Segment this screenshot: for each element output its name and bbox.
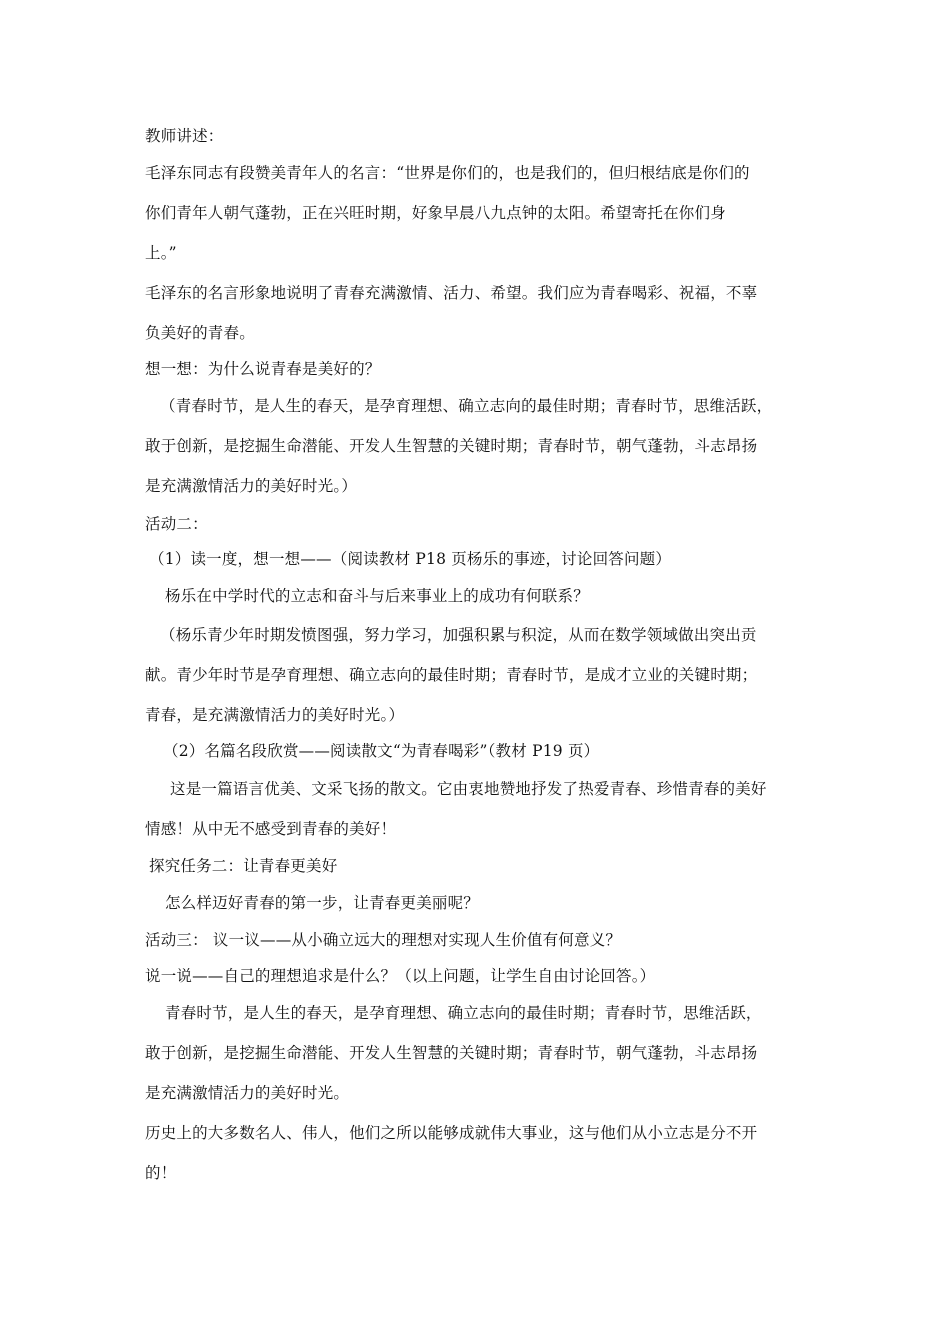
text-line: 怎么样迈好青春的第一步，让青春更美丽呢？ <box>165 894 480 912</box>
text-line: （青春时节，是人生的春天，是孕育理想、确立志向的最佳时期；青春时节，思维活跃， <box>160 397 773 415</box>
text-line: 这是一篇语言优美、文采飞扬的散文。它由衷地赞地抒发了热爱青春、珍惜青春的美好 <box>170 780 767 798</box>
text-line: 探究任务二：让青春更美好 <box>149 857 338 875</box>
text-line: 上。” <box>145 244 177 262</box>
text-line: 说一说——自己的理想追求是什么？（以上问题，让学生自由讨论回答。） <box>145 967 656 985</box>
text-line: （杨乐青少年时期发愤图强，努力学习，加强积累与积淀，从而在数学领域做出突出贡 <box>160 626 757 644</box>
text-line: 敢于创新，是挖掘生命潜能、开发人生智慧的关键时期；青春时节，朝气蓬勃，斗志昂扬 <box>145 437 758 455</box>
text-line: 敢于创新，是挖掘生命潜能、开发人生智慧的关键时期；青春时节，朝气蓬勃，斗志昂扬 <box>145 1044 758 1062</box>
text-line: 情感！从中无不感受到青春的美好！ <box>145 820 397 838</box>
text-line: 献。青少年时节是孕育理想、确立志向的最佳时期；青春时节，是成才立业的关键时期； <box>145 666 758 684</box>
text-line: （1）读一度，想一想——（阅读教材 P18 页杨乐的事迹，讨论回答问题） <box>149 550 672 568</box>
text-line: 是充满激情活力的美好时光。 <box>145 1084 350 1102</box>
text-line: 活动二： <box>145 515 208 533</box>
text-line: （2）名篇名段欣赏——阅读散文“为青春喝彩”（教材 P19 页） <box>163 742 600 760</box>
text-line: 青春，是充满激情活力的美好时光。） <box>145 706 405 724</box>
text-line: 是充满激情活力的美好时光。） <box>145 477 358 495</box>
text-line: 毛泽东的名言形象地说明了青春充满激情、活力、希望。我们应为青春喝彩、祝福，不辜 <box>145 284 758 302</box>
text-line: 负美好的青春。 <box>145 324 255 342</box>
text-line: 你们青年人朝气蓬勃，正在兴旺时期，好象早晨八九点钟的太阳。希望寄托在你们身 <box>145 204 726 222</box>
text-line: 青春时节，是人生的春天，是孕育理想、确立志向的最佳时期；青春时节，思维活跃， <box>165 1004 762 1022</box>
text-line: 杨乐在中学时代的立志和奋斗与后来事业上的成功有何联系？ <box>165 587 589 605</box>
text-line: 的！ <box>145 1164 177 1182</box>
text-line: 想一想：为什么说青春是美好的？ <box>145 360 381 378</box>
text-line: 历史上的大多数名人、伟人，他们之所以能够成就伟大事业，这与他们从小立志是分不开 <box>145 1124 758 1142</box>
text-line: 活动三： 议一议——从小确立远大的理想对实现人生价值有何意义？ <box>145 931 622 949</box>
text-line: 毛泽东同志有段赞美青年人的名言：“世界是你们的，也是我们的，但归根结底是你们的 <box>145 164 750 182</box>
text-line: 教师讲述： <box>145 127 224 145</box>
